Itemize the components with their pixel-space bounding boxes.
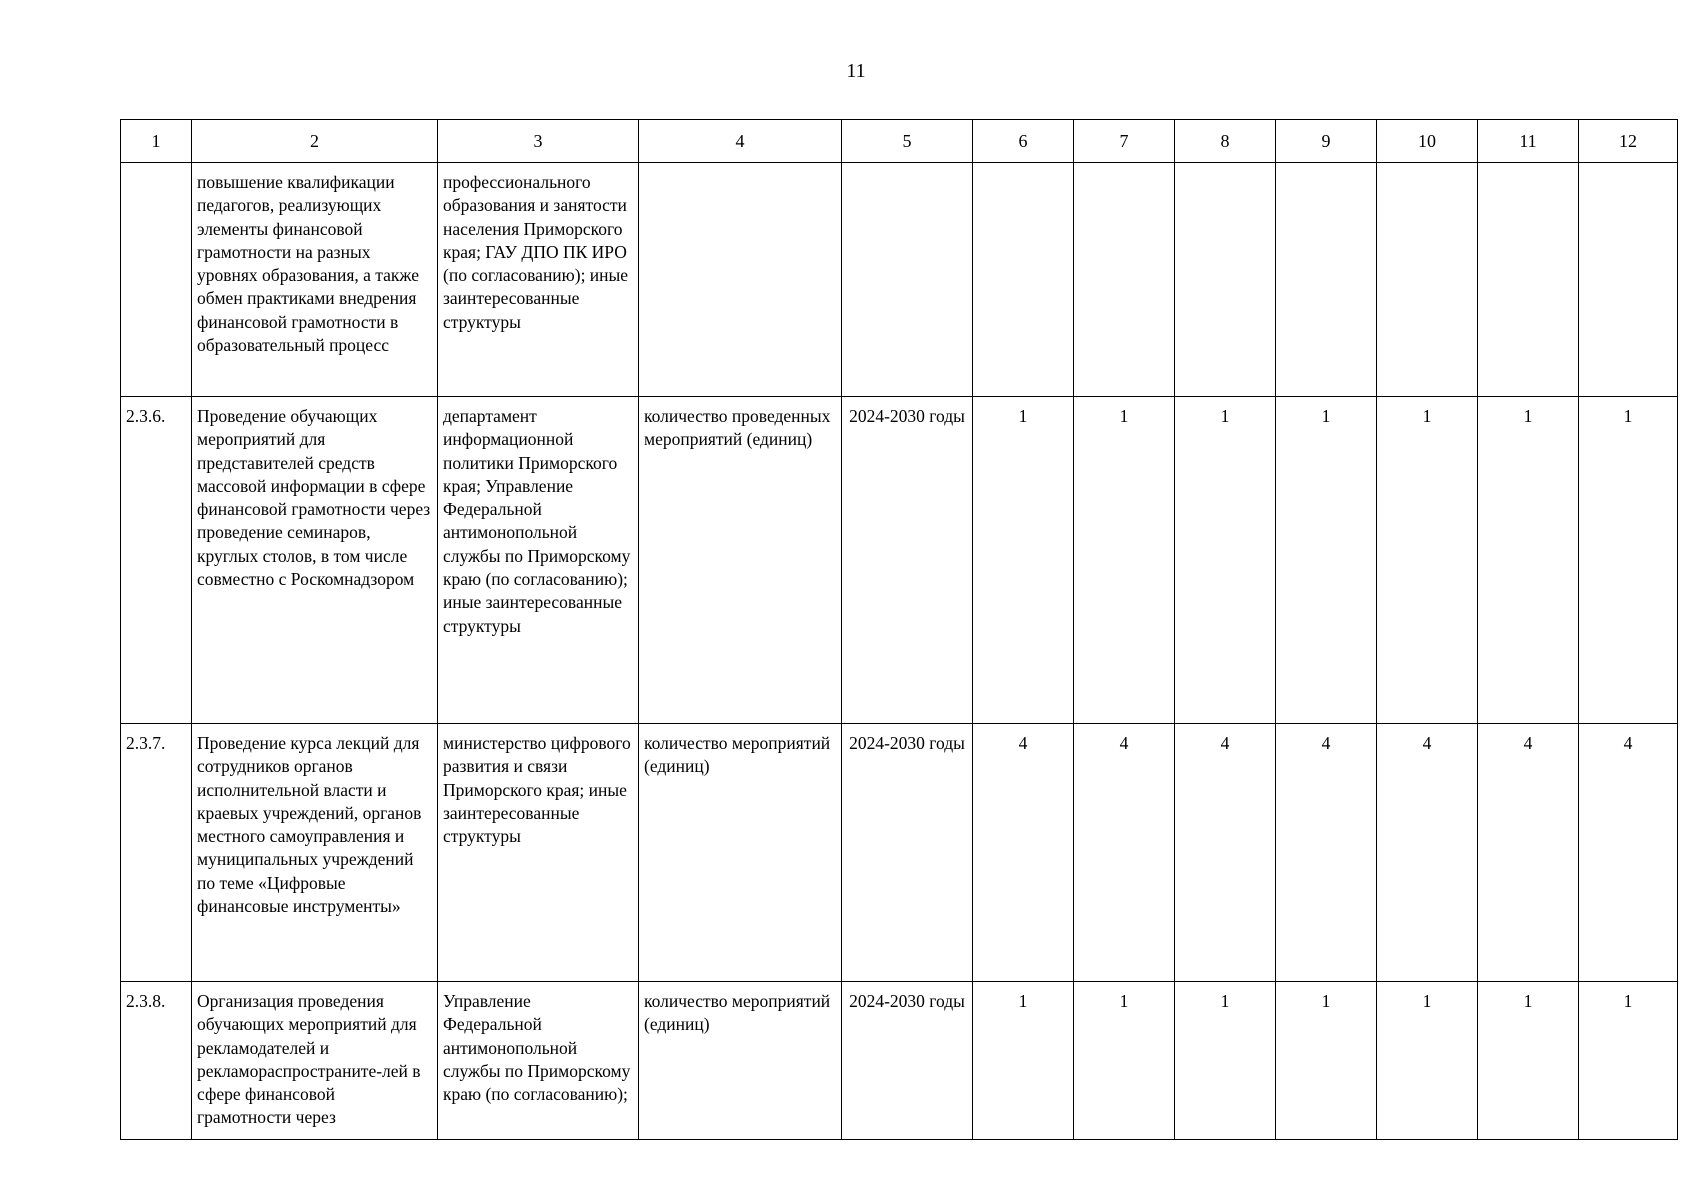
column-header: 5 [842,120,973,163]
year-value: 1 [1276,397,1377,724]
page-number: 11 [846,60,866,82]
year-value [1074,163,1175,397]
year-value: 1 [1074,982,1175,1140]
measure-indicator: количество мероприятий (единиц) [639,724,842,982]
table-row [121,163,1678,397]
year-value: 4 [973,724,1074,982]
year-value: 1 [1175,397,1276,724]
year-value: 1 [973,982,1074,1140]
year-value: 4 [1478,724,1579,982]
column-header: 12 [1579,120,1678,163]
measure-executors: департамент информационной политики Приморского края; Управление Федеральной антимонопольной службы по Приморскому краю (по согласованию); иные заинтересованные структуры [438,397,639,724]
column-header: 9 [1276,120,1377,163]
year-value: 1 [1478,982,1579,1140]
year-value: 1 [1276,982,1377,1140]
year-value [1478,163,1579,397]
year-value: 4 [1377,724,1478,982]
column-header: 3 [438,120,639,163]
measure-executors: Управление Федеральной антимонопольной службы по Приморскому краю (по согласованию); [438,982,639,1140]
measure-indicator: количество мероприятий (единиц) [639,982,842,1140]
measures-table [120,119,1678,1140]
year-value: 4 [1579,724,1678,982]
year-value: 1 [1074,397,1175,724]
column-header: 6 [973,120,1074,163]
row-index [121,163,192,397]
year-value: 1 [973,397,1074,724]
year-value: 1 [1478,397,1579,724]
measure-name: Проведение обучающих мероприятий для представителей средств массовой информации в сфере финансовой грамотности через проведение семинаров, круглых столов, в том числе совместно с Роскомнадзором [192,397,438,724]
year-value [1377,163,1478,397]
column-header: 10 [1377,120,1478,163]
measure-period [842,163,973,397]
year-value [1175,163,1276,397]
column-header: 8 [1175,120,1276,163]
year-value [1579,163,1678,397]
column-header: 1 [121,120,192,163]
measure-indicator: количество проведенных мероприятий (единиц) [639,397,842,724]
year-value: 1 [1377,982,1478,1140]
year-value: 1 [1579,397,1678,724]
column-header: 11 [1478,120,1579,163]
measure-executors: министерство цифрового развития и связи Приморского края; иные заинтересованные структуры [438,724,639,982]
column-header: 4 [639,120,842,163]
table-row [121,397,1678,724]
measure-executors: профессионального образования и занятости населения Приморского края; ГАУ ДПО ПК ИРО (по согласованию); иные заинтересованные структуры [438,163,639,397]
measure-period: 2024-2030 годы [842,397,973,724]
measure-name: Организация проведения обучающих мероприятий для рекламодателей и рекламораспространите-лей в сфере финансовой грамотности через [192,982,438,1140]
year-value: 1 [1377,397,1478,724]
year-value: 4 [1074,724,1175,982]
measure-period: 2024-2030 годы [842,982,973,1140]
year-value: 1 [1579,982,1678,1140]
row-index: 2.3.7. [121,724,192,982]
measure-name: Проведение курса лекций для сотрудников органов исполнительной власти и краевых учреждений, органов местного самоуправления и муниципальных учреждений по теме «Цифровые финансовые инструменты» [192,724,438,982]
column-number-header-row [121,120,1678,163]
year-value: 1 [1175,982,1276,1140]
year-value: 4 [1175,724,1276,982]
row-index: 2.3.8. [121,982,192,1140]
year-value: 4 [1276,724,1377,982]
column-header: 7 [1074,120,1175,163]
row-index: 2.3.6. [121,397,192,724]
table-row [121,724,1678,982]
measure-name: повышение квалификации педагогов, реализующих элементы финансовой грамотности на разных уровнях образования, а также обмен практиками внедрения финансовой грамотности в образовательный процесс [192,163,438,397]
measure-period: 2024-2030 годы [842,724,973,982]
measure-indicator [639,163,842,397]
year-value [1276,163,1377,397]
year-value [973,163,1074,397]
table-row [121,982,1678,1140]
column-header: 2 [192,120,438,163]
